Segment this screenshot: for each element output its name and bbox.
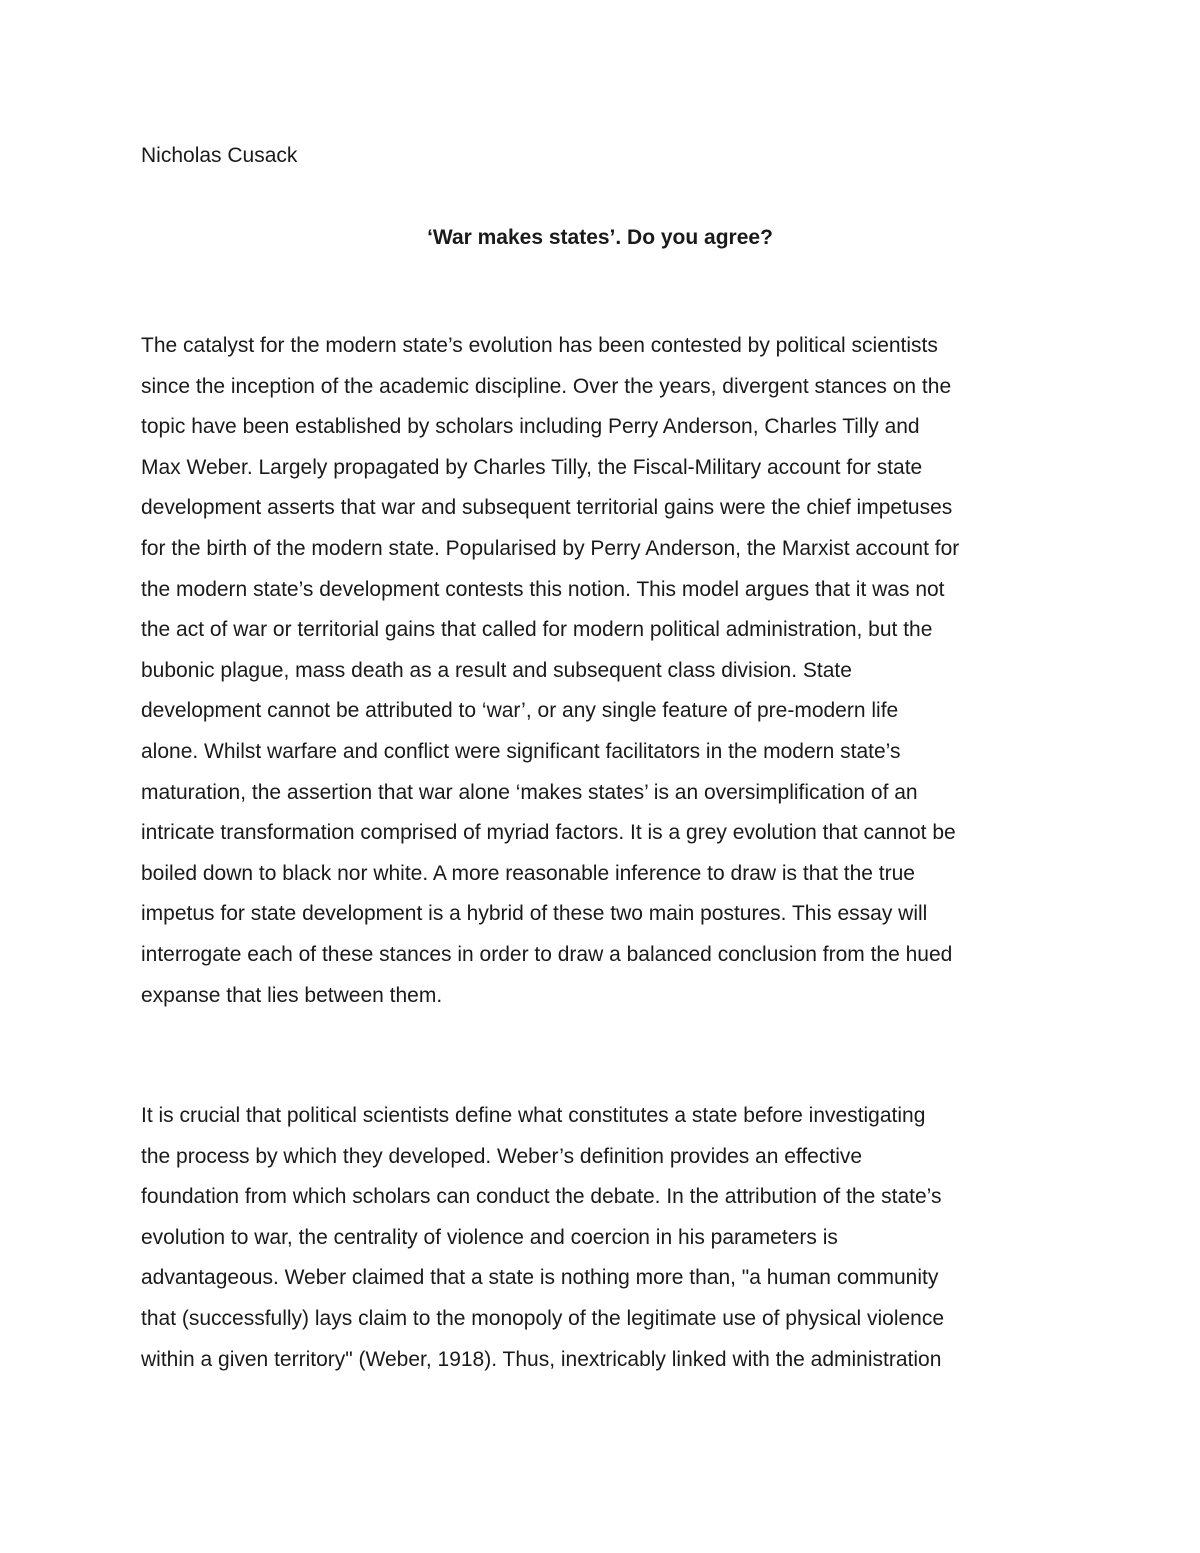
text-line: boiled down to black nor white. A more reasonable inference to draw is that the true — [141, 861, 915, 885]
text-line: maturation, the assertion that war alone ‘makes states’ is an oversimplification of an — [141, 780, 918, 804]
text-line: The catalyst for the modern state’s evolution has been contested by political scientists — [141, 334, 938, 357]
text-line: foundation from which scholars can conduct the debate. In the attribution of the state’s — [141, 1185, 942, 1209]
text-line: within a given territory" (Weber, 1918). Thus, inextricably linked with the administration — [141, 1347, 942, 1371]
text-line: bubonic plague, mass death as a result and subsequent class division. State — [141, 658, 852, 682]
text-line: interrogate each of these stances in order to draw a balanced conclusion from the hued — [141, 942, 953, 966]
text-line: intricate transformation comprised of myriad factors. It is a grey evolution that cannot be — [141, 821, 956, 845]
text-line: that (successfully) lays claim to the monopoly of the legitimate use of physical violence — [141, 1306, 945, 1330]
text-line: the act of war or territorial gains that called for modern political administration, but the — [141, 618, 933, 642]
text-line: expanse that lies between them. — [141, 983, 443, 1007]
text-line: advantageous. Weber claimed that a state is nothing more than, "a human community — [141, 1266, 939, 1290]
text-line: Max Weber. Largely propagated by Charles Tilly, the Fiscal-Military account for state — [141, 455, 923, 479]
text-line: evolution to war, the centrality of violence and coercion in his parameters is — [141, 1225, 838, 1249]
text-line: development asserts that war and subsequent territorial gains were the chief impetuses — [141, 496, 953, 520]
paragraph-2 — [141, 1096, 1071, 1380]
author-name: Nicholas Cusack — [141, 144, 298, 167]
essay-title: ‘War makes states’. Do you agree? — [427, 226, 773, 249]
text-line: development cannot be attributed to ‘war’, or any single feature of pre-modern life — [141, 699, 899, 723]
text-line: impetus for state development is a hybrid of these two main postures. This essay will — [141, 902, 928, 926]
text-line: the process by which they developed. Weber’s definition provides an effective — [141, 1144, 863, 1168]
paragraph-1 — [141, 326, 1071, 1016]
text-line: It is crucial that political scientists define what constitutes a state before investigating — [141, 1104, 926, 1127]
text-line: alone. Whilst warfare and conflict were significant facilitators in the modern state’s — [141, 739, 901, 763]
text-line: the modern state’s development contests this notion. This model argues that it was not — [141, 577, 945, 601]
text-line: since the inception of the academic discipline. Over the years, divergent stances on the — [141, 374, 952, 398]
text-line: for the birth of the modern state. Popularised by Perry Anderson, the Marxist account for — [141, 536, 960, 560]
text-line: topic have been established by scholars including Perry Anderson, Charles Tilly and — [141, 415, 920, 439]
